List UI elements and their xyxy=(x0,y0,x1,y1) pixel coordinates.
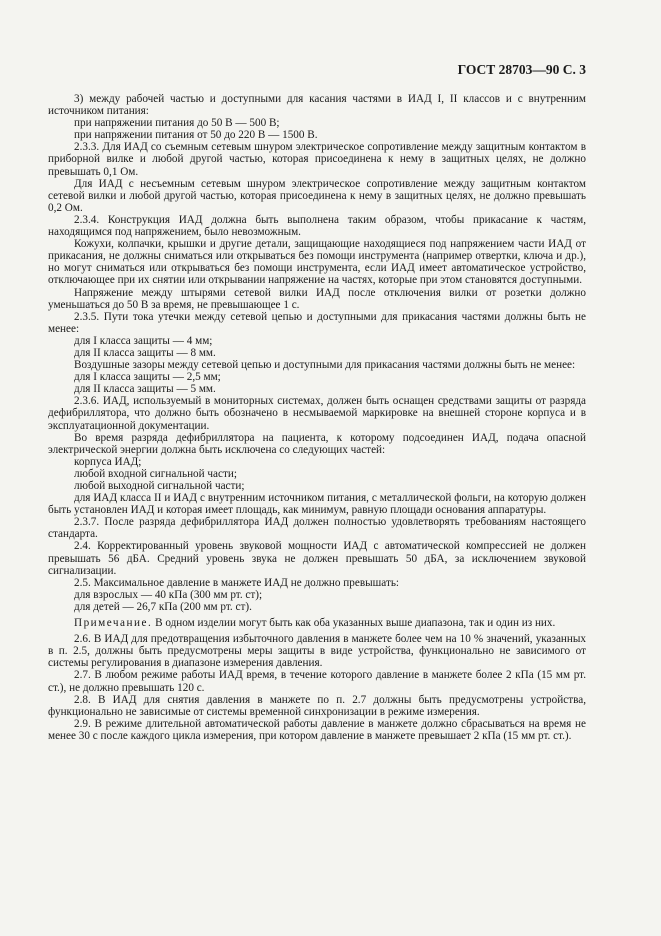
note-label: Примечание. xyxy=(74,617,153,630)
paragraph: 3) между рабочей частью и доступными для касания частями в ИАД I, II классов и с внутренним источником питания: xyxy=(48,93,586,118)
paragraph: любой выходной сигнальной части; xyxy=(74,480,245,492)
paragraph: 2.7. В любом режиме работы ИАД время, в течение которого давление в манжете более 2 кПа (15 мм рт. ст.), не должно превышать 120 с. xyxy=(48,669,586,694)
paragraph: любой входной сигнальной части; xyxy=(74,467,237,480)
page-header: ГОСТ 28703—90 С. 3 xyxy=(457,62,586,77)
paragraph: для I класса защиты — 4 мм; xyxy=(74,334,213,347)
note-text: В одном изделии могут быть как оба указанных выше диапазона, так и один из них. xyxy=(152,617,556,630)
paragraph: 2.6. В ИАД для предотвращения избыточного давления в манжете более чем на 10 % значений, указанных в п. 2.5, должны быть предусмотрены меры защиты в виде устройства, функционально не зависимого от системы регулирования в диапазоне измерения давления. xyxy=(48,633,586,670)
paragraph: для I класса защиты — 2,5 мм; xyxy=(74,371,221,384)
paragraph: для II класса защиты — 8 мм. xyxy=(74,346,216,359)
paragraph: Напряжение между штырями сетевой вилки ИАД после отключения вилки от розетки должно уменьшаться до 50 В за время, не превышающее 1 с. xyxy=(48,286,586,311)
document-body xyxy=(48,93,586,742)
paragraph: для II класса защиты — 5 мм. xyxy=(74,383,216,396)
paragraph: 2.5. Максимальное давление в манжете ИАД не должно превышать: xyxy=(74,576,400,589)
paragraph: при напряжении питания от 50 до 220 В — 1500 В. xyxy=(74,129,318,142)
paragraph: для ИАД класса II и ИАД с внутренним источником питания, с металлической фольги, на которую должен быть установлен ИАД и которая имеет площадь, как минимум, равную площади основания аппаратуры. xyxy=(48,492,586,517)
paragraph: 2.9. В режиме длительной автоматической работы давление в манжете должно сбрасываться на время не менее 30 с после каждого цикла измерения, при котором давление в манжете превышает 2 кПа (15 мм рт. ст.). xyxy=(48,717,586,742)
paragraph: Воздушные зазоры между сетевой цепью и доступными для прикасания частями должны быть не менее: xyxy=(74,359,576,372)
paragraph: 2.3.7. После разряда дефибриллятора ИАД должен полностью удовлетворять требованиям настоящего стандарта. xyxy=(48,516,586,541)
paragraph: 2.4. Корректированный уровень звуковой мощности ИАД с автоматической компрессией не должен превышать 56 дБА. Средний уровень звука не должен превышать 50 дБА, за исключением звуковой сигнализации. xyxy=(48,540,586,577)
paragraph: 2.8. В ИАД для снятия давления в манжете по п. 2.7 должны быть предусмотрены устройства, функционально не зависимые от системы временной синхронизации в режиме измерения. xyxy=(48,693,586,718)
paragraph: 2.3.5. Пути тока утечки между сетевой цепью и доступными для прикасания частями должны быть не менее: xyxy=(48,310,586,335)
paragraph: Для ИАД с несъемным сетевым шнуром электрическое сопротивление между защитным контактом сетевой вилки и любой другой частью, которая присоединена к нему в защитных целях, не должно превышать 0,2 Ом. xyxy=(48,177,586,214)
paragraph: для взрослых — 40 кПа (300 мм рт. ст); xyxy=(74,588,263,601)
paragraph: Во время разряда дефибриллятора на пациента, к которому подсоединен ИАД, подача опасной электрической энергии должна быть исключена со следующих частей: xyxy=(48,431,586,456)
paragraph: 2.3.3. Для ИАД со съемным сетевым шнуром электрическое сопротивление между защитным контактом в приборной вилке и любой другой частью, которая присоединена к нему в защитных целях, не должно превышать 0,1 Ом. xyxy=(48,141,586,178)
paragraph: Кожухи, колпачки, крышки и другие детали, защищающие находящиеся под напряжением части ИАД от прикасания, не должны сниматься или открываться без помощи инструмента (например отвертки, ключа и др.), но могут сниматься или открываться без помощи инструмента, если ИАД имеет автоматическое устройство, отключающее при их снятии или открывании напряжение на частях, которые при этом становятся доступными. xyxy=(48,238,586,287)
paragraph: 2.3.6. ИАД, используемый в мониторных системах, должен быть оснащен средствами защиты от разряда дефибриллятора, что должно быть обозначено в несмываемой маркировке на внешней стороне корпуса и в эксплуатационной документации. xyxy=(48,395,586,432)
paragraph: при напряжении питания до 50 В — 500 В; xyxy=(74,117,280,130)
paragraph: корпуса ИАД; xyxy=(74,455,142,468)
paragraph: для детей — 26,7 кПа (200 мм рт. ст). xyxy=(74,600,252,613)
note xyxy=(48,617,586,629)
paragraph: 2.3.4. Конструкция ИАД должна быть выполнена таким образом, чтобы прикасание к частям, находящимся под напряжением, было невозможным. xyxy=(48,213,586,239)
